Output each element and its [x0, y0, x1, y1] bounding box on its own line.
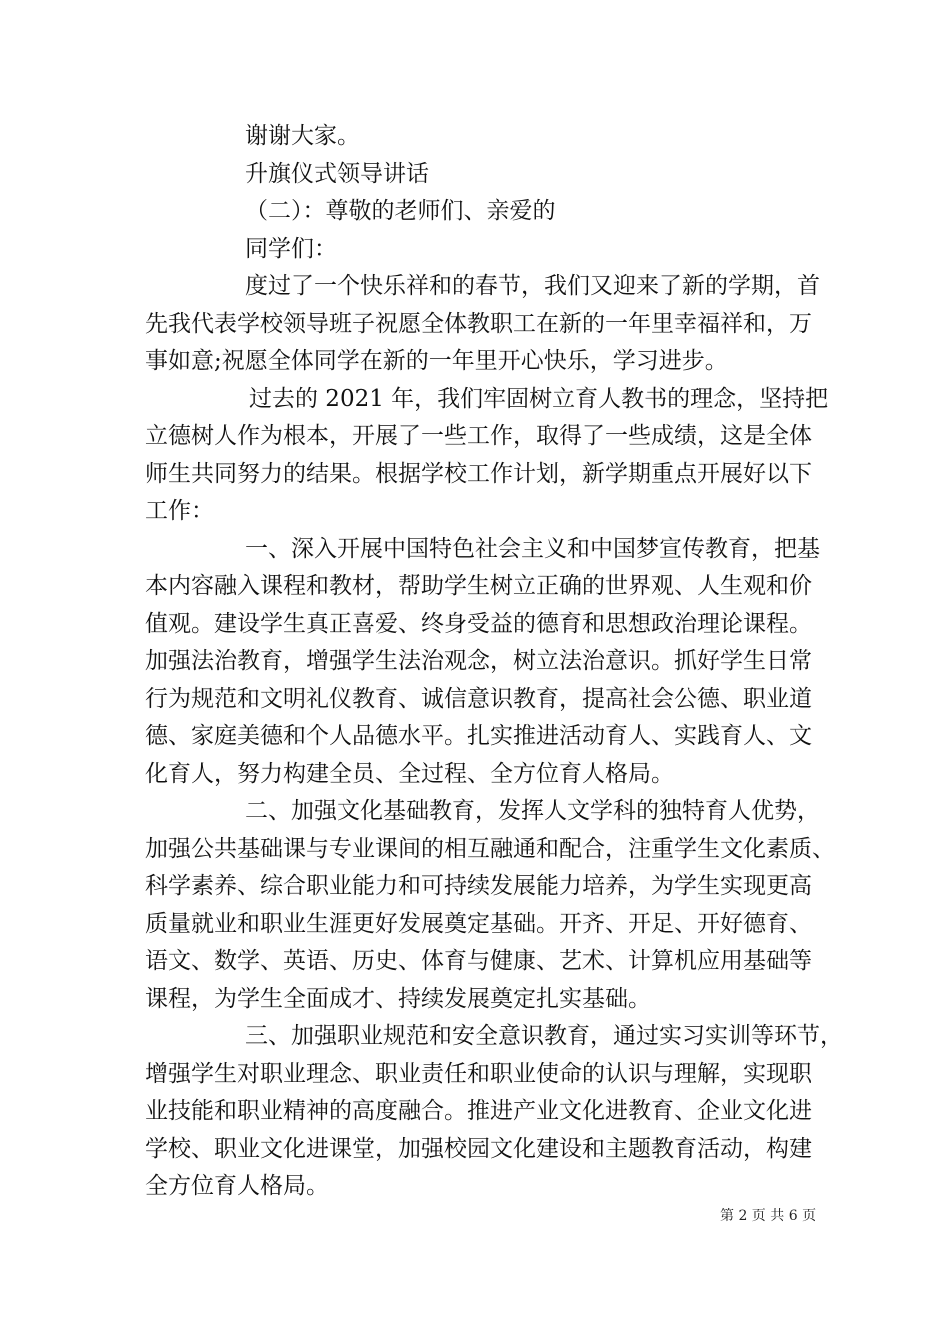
paragraph-line: 全方位育人格局。 [145, 1173, 329, 1199]
paragraph-line: 德、家庭美德和个人品德水平。扎实推进活动育人、实践育人、文 [145, 723, 812, 749]
salutation-line: （二）：尊敬的老师们、亲爱的 [245, 198, 556, 224]
speech-title: 升旗仪式领导讲话 [245, 160, 429, 187]
paragraph-line: 化育人，努力构建全员、全过程、全方位育人格局。 [145, 760, 674, 787]
paragraph-line: 本内容融入课程和教材，帮助学生树立正确的世界观、人生观和价 [145, 573, 812, 599]
paragraph-line: 师生共同努力的结果。根据学校工作计划，新学期重点开展好以下 [145, 460, 812, 487]
paragraph-line: 过去的 2021 年，我们牢固树立育人教书的理念，坚持把 [249, 385, 829, 412]
paragraph-line: 工作： [145, 498, 214, 524]
paragraph-line: 加强公共基础课与专业课间的相互融通和配合，注重学生文化素质、 [145, 835, 835, 862]
paragraph-line: 度过了一个快乐祥和的春节，我们又迎来了新的学期，首 [245, 273, 820, 299]
document-body [145, 118, 843, 1206]
paragraph-line: 加强法治教育，增强学生法治观念，树立法治意识。抓好学生日常 [145, 648, 812, 674]
closing-line: 谢谢大家。 [245, 123, 360, 149]
paragraph-line: 增强学生对职业理念、职业责任和职业使命的认识与理解，实现职 [145, 1060, 812, 1087]
paragraph-line: 业技能和职业精神的高度融合。推进产业文化进教育、企业文化进 [145, 1098, 812, 1124]
paragraph-line: 语文、数学、英语、历史、体育与健康、艺术、计算机应用基础等 [145, 948, 812, 974]
paragraph-line: 一、深入开展中国特色社会主义和中国梦宣传教育，把基 [245, 535, 820, 562]
paragraph-line: 值观。建设学生真正喜爱、终身受益的德育和思想政治理论课程。 [145, 610, 812, 637]
paragraph-line: 学校、职业文化进课堂，加强校园文化建设和主题教育活动，构建 [145, 1135, 812, 1162]
paragraph-line: 事如意;祝愿全体同学在新的一年里开心快乐，学习进步。 [145, 348, 728, 374]
paragraph-line: 三、加强职业规范和安全意识教育，通过实习实训等环节， [245, 1023, 843, 1049]
paragraph-line: 科学素养、综合职业能力和可持续发展能力培养，为学生实现更高 [145, 873, 812, 899]
paragraph-line: 行为规范和文明礼仪教育、诚信意识教育，提高社会公德、职业道 [145, 685, 812, 712]
salutation-line: 同学们： [245, 235, 337, 262]
page-number-footer: 第 2 页 共 6 页 [720, 1208, 817, 1224]
paragraph-line: 质量就业和职业生涯更好发展奠定基础。开齐、开足、开好德育、 [145, 910, 812, 937]
paragraph-line: 二、加强文化基础教育，发挥人文学科的独特育人优势， [245, 798, 820, 824]
paragraph-line: 先我代表学校领导班子祝愿全体教职工在新的一年里幸福祥和，万 [145, 310, 812, 337]
paragraph-line: 课程，为学生全面成才、持续发展奠定扎实基础。 [145, 985, 651, 1012]
paragraph-line: 立德树人作为根本，开展了一些工作，取得了一些成绩，这是全体 [145, 423, 812, 449]
